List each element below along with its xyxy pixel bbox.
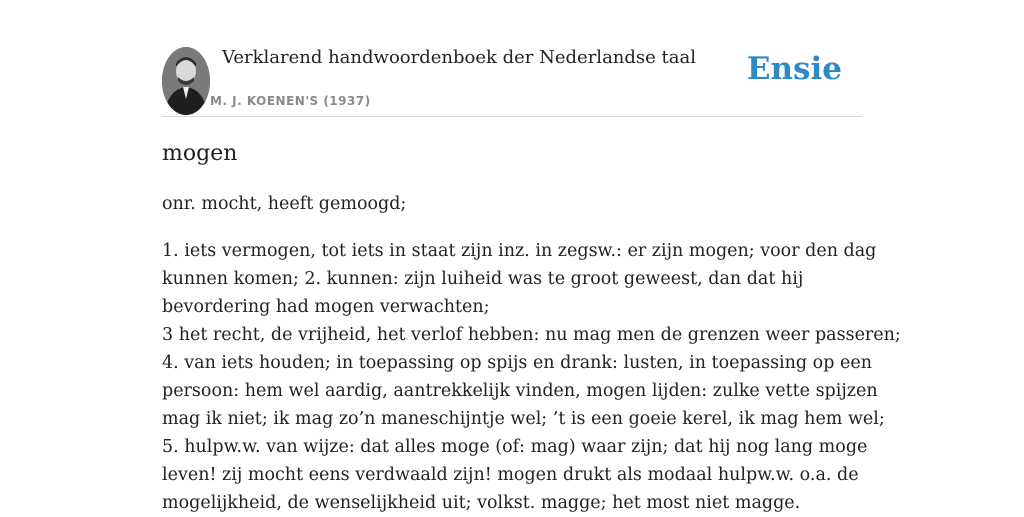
definition-line: mogelijkheid, de wenselijkheid uit; volkst. magge; het most niet magge. xyxy=(162,493,801,513)
dictionary-header xyxy=(162,44,862,117)
definition-line: 3 het recht, de vrijheid, het verlof hebben: nu mag men de grenzen weer passeren; xyxy=(162,325,901,345)
dictionary-title[interactable]: Verklarend handwoordenboek der Nederlandse taal xyxy=(222,47,696,68)
definition-line: 5. hulpw.w. van wijze: dat alles moge (of: mag) waar zijn; dat hij nog lang moge xyxy=(162,437,868,457)
definition-line: persoon: hem wel aardig, aantrekkelijk vinden, mogen lijden: zulke vette spijzen xyxy=(162,381,878,401)
definition-line: bevordering had mogen verwachten; xyxy=(162,297,490,317)
definition-line: kunnen komen; 2. kunnen: zijn luiheid was te groot geweest, dan dat hij xyxy=(162,269,804,289)
dictionary-entry xyxy=(162,138,901,517)
entry-definition xyxy=(162,237,901,517)
author-portrait xyxy=(162,47,210,115)
dictionary-author: M. J. KOENEN'S (1937) xyxy=(210,94,371,108)
definition-line: mag ik niet; ik mag zo’n maneschijntje wel; ’t is een goeie kerel, ik mag hem wel; xyxy=(162,409,885,429)
ensie-logo[interactable]: Ensie xyxy=(746,51,842,87)
entry-headword: mogen xyxy=(162,141,238,166)
definition-line: leven! zij mocht eens verdwaald zijn! mogen drukt als modaal hulpw.w. o.a. de xyxy=(162,465,859,485)
definition-line: 1. iets vermogen, tot iets in staat zijn inz. in zegsw.: er zijn mogen; voor den dag xyxy=(162,241,877,261)
definition-line: 4. van iets houden; in toepassing op spijs en drank: lusten, in toepassing op een xyxy=(162,353,872,373)
entry-grammar: onr. mocht, heeft gemoogd; xyxy=(162,194,407,214)
